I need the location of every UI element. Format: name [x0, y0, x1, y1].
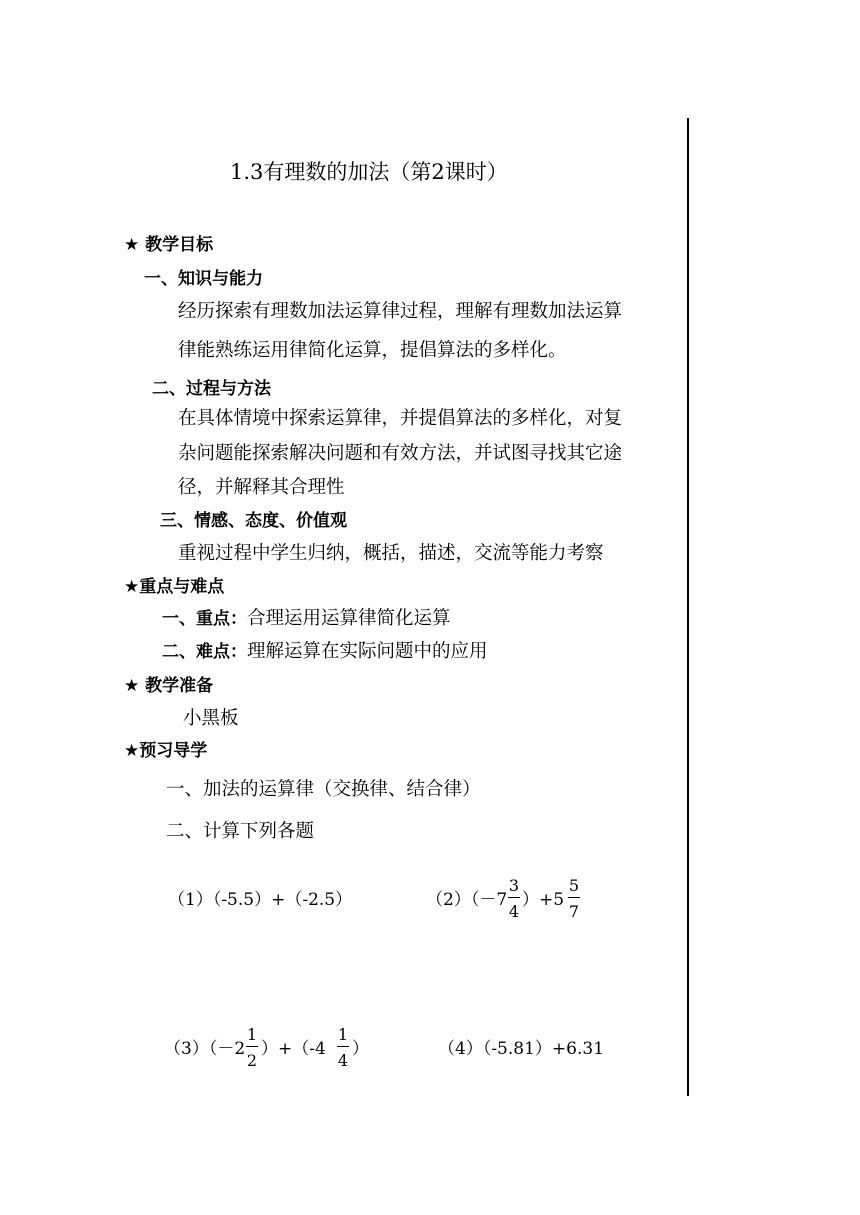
knowledge-line-1: 经历探索有理数加法运算律过程，理解有理数加法运算 [178, 301, 623, 322]
problem-2-frac1-numerator: 3 [508, 876, 520, 895]
problem-1: （1）（-5.5）+（-2.5） [168, 890, 353, 910]
process-method-heading: 二、过程与方法 [152, 379, 271, 399]
problem-2-part-b: ）+5 [522, 890, 565, 910]
problem-3-frac2-numerator: 1 [337, 1025, 349, 1044]
preview-heading: ★预习导学 [124, 741, 208, 761]
process-line-3: 径，并解释其合理性 [178, 477, 345, 498]
key-points-heading: ★重点与难点 [124, 577, 225, 597]
problem-2-frac1-denominator: 4 [508, 902, 520, 921]
difficulty-row [162, 640, 488, 664]
attitude-values-heading: 三、情感、态度、价值观 [160, 511, 347, 531]
preparation-heading: ★ 教学准备 [124, 676, 214, 696]
preparation-item: 小黑板 [183, 708, 239, 729]
problem-3-frac1-numerator: 1 [246, 1025, 258, 1044]
problem-3-frac2-denominator: 4 [337, 1051, 349, 1070]
problem-4: （4）（-5.81）+6.31 [438, 1039, 605, 1059]
difficulty-text: 理解运算在实际问题中的应用 [247, 641, 488, 662]
problem-3-frac2-bar [337, 1046, 349, 1047]
problem-3-part-b: ）+（-4 [261, 1039, 326, 1059]
preview-item-1: 一、加法的运算律（交换律、结合律） [166, 779, 481, 800]
focus-label: 一、重点： [162, 609, 247, 629]
preview-item-2: 二、计算下列各题 [166, 821, 315, 842]
problem-2-frac2-denominator: 7 [568, 902, 580, 921]
knowledge-line-2: 律能熟练运用律简化运算，提倡算法的多样化。 [178, 340, 567, 361]
focus-text: 合理运用运算律简化运算 [247, 608, 451, 629]
knowledge-ability-heading: 一、知识与能力 [144, 269, 263, 289]
margin-rule [687, 118, 689, 1096]
difficulty-label: 二、难点： [162, 642, 247, 662]
problem-3-frac1-bar [246, 1046, 258, 1047]
problem-2-frac2-bar [568, 897, 580, 898]
problem-3-frac1-denominator: 2 [246, 1051, 258, 1070]
problem-3-part-a: （3）（－2 [164, 1039, 246, 1059]
problem-2-part-a: （2）（－7 [426, 890, 508, 910]
process-line-2: 杂问题能探索解决问题和有效方法，并试图寻找其它途 [178, 443, 623, 464]
problem-3-part-c: ） [352, 1039, 369, 1059]
process-line-1: 在具体情境中探索运算律，并提倡算法的多样化，对复 [178, 408, 623, 429]
problem-2-frac1-bar [508, 897, 520, 898]
attitude-line-1: 重视过程中学生归纳，概括，描述，交流等能力考察 [178, 543, 604, 564]
objectives-heading: ★ 教学目标 [124, 235, 214, 255]
page-title: 1.3有理数的加法（第2课时） [230, 160, 508, 184]
problem-2-frac2-numerator: 5 [568, 876, 580, 895]
focus-row [162, 607, 451, 631]
